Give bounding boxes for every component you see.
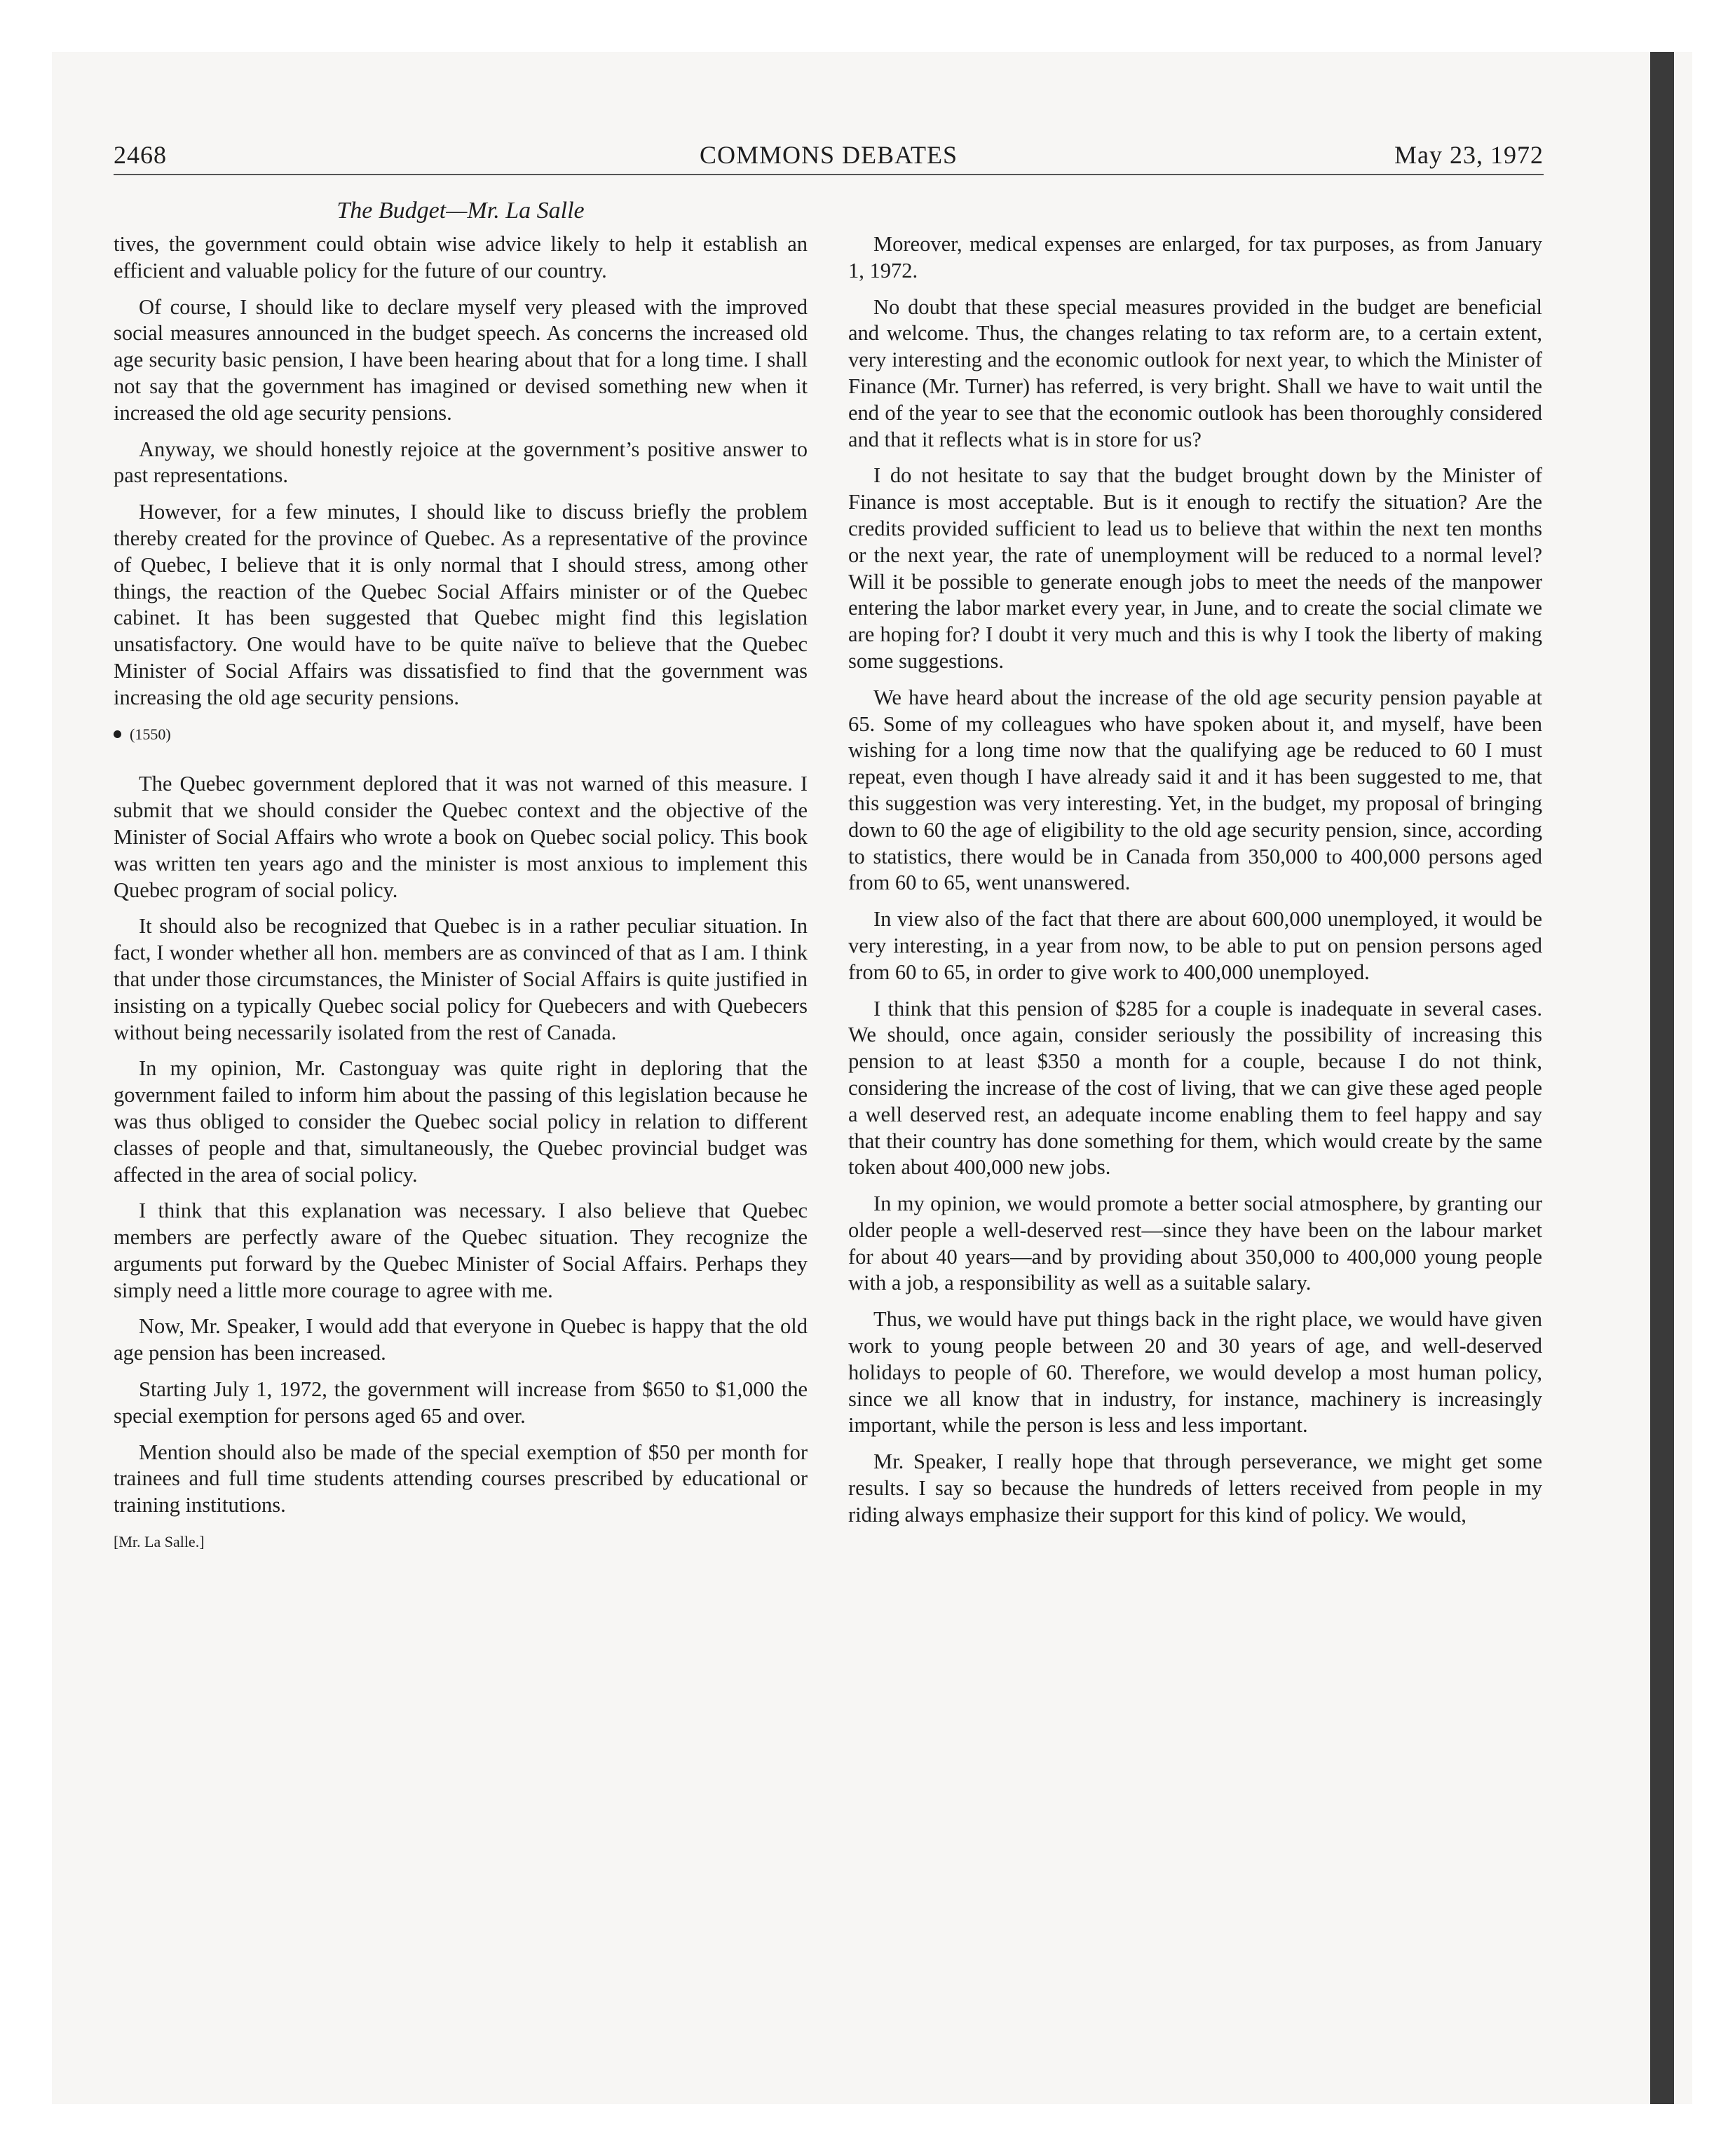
speaker-note: [Mr. La Salle.] <box>114 1533 205 1551</box>
left-column <box>114 231 808 1555</box>
paragraph: Of course, I should like to declare myself very pleased with the improved social measures announced in the budget speech. As concerns the increased old age security basic pension, I have been hearing about that for a long time. I shall not say that the government has imagined or devised something new when it increased the old age security pensions. <box>114 294 808 425</box>
page-header <box>114 140 1544 175</box>
right-column <box>848 231 1542 1538</box>
scan-edge-shadow <box>1650 52 1674 2104</box>
paragraph: Thus, we would have put things back in the right place, we would have given work to young people between 20 and 30 years of age, and well-deserved holidays to people of 60. Therefore, we would develop a most human policy, since we all know that in industry, for instance, machinery is increasingly important, while the person is less and less important. <box>848 1307 1542 1438</box>
paragraph: It should also be recognized that Quebec is in a rather peculiar situation. In fact, I wonder whether all hon. members are as convinced of that as I am. I think that under those circumstances, the Minister of Social Affairs is quite justified in insisting on a typically Quebec social policy for Quebecers and with Quebecers without being necessarily isolated from the rest of Canada. <box>114 914 808 1044</box>
paragraph: Starting July 1, 1972, the government will increase from $650 to $1,000 the special exemption for persons aged 65 and over. <box>114 1377 808 1428</box>
bullet-icon <box>114 730 121 738</box>
paragraph: Anyway, we should honestly rejoice at the government’s positive answer to past representations. <box>114 437 808 488</box>
paragraph: I think that this pension of $285 for a couple is inadequate in several cases. We should, once again, consider seriously the possibility of increasing this pension to at least $350 a month for a couple, because I do not think, considering the increase of the cost of living, that we can give these aged people a well deserved rest, an adequate income enabling them to feel happy and say that their country has done something for them, which would create by the same token about 400,000 new jobs. <box>848 996 1542 1180</box>
page-number: 2468 <box>114 141 167 169</box>
paragraph: Now, Mr. Speaker, I would add that everyone in Quebec is happy that the old age pension has been increased. <box>114 1314 808 1365</box>
paragraph: We have heard about the increase of the old age security pension payable at 65. Some of my colleagues who have spoken about it, and myself, have been wishing for a long time now that the qualifying age be reduced to 60 I must repeat, even though I have already said it and it has been suggested to me, that this suggestion was very interesting. Yet, in the budget, my proposal of bringing down to 60 the age of eligibility to the old age security pension, since, according to statistics, there would be in Canada from 350,000 to 400,000 persons aged from 60 to 65, went unanswered. <box>848 685 1542 895</box>
paragraph: In my opinion, Mr. Castonguay was quite right in deploring that the government failed to inform him about the passing of this legislation because he was thus obliged to consider the Quebec social policy in relation to different classes of people and that, simultaneously, the Quebec provincial budget was affected in the area of social policy. <box>114 1056 808 1187</box>
paragraph: I do not hesitate to say that the budget brought down by the Minister of Finance is most acceptable. But is it enough to rectify the situation? Are the credits provided sufficient to lead us to believe that within the next ten months or the next year, the rate of unemployment will be reduced to a normal level? Will it be possible to generate enough jobs to meet the needs of the manpower entering the labor market every year, in June, and to create the social climate we are hoping for? I doubt it very much and this is why I took the liberty of making some suggestions. <box>848 463 1542 673</box>
publication-title: COMMONS DEBATES <box>699 141 958 169</box>
paragraph: tives, the government could obtain wise advice likely to help it establish an efficient and valuable policy for the future of our country. <box>114 232 808 282</box>
paragraph: However, for a few minutes, I should like to discuss briefly the problem thereby created for the province of Quebec. As a representative of the province of Quebec, I believe that it is only normal that I should stress, among other things, the reaction of the Quebec Social Affairs minister or of the Quebec cabinet. It has been suggested that Quebec might find this legislation unsatisfactory. One would have to be quite naïve to believe that the Quebec Minister of Social Affairs was dissatisfied to find that the government was increasing the old age security pensions. <box>114 500 808 709</box>
paragraph: In view also of the fact that there are about 600,000 unemployed, it would be very interesting, in a year from now, to be able to put on pension persons aged from 60 to 65, in order to give work to 400,000 unemployed. <box>848 907 1542 984</box>
paragraph: Mention should also be made of the special exemption of $50 per month for trainees and full time students attending courses prescribed by educational or training institutions. <box>114 1440 808 1517</box>
publication-date: May 23, 1972 <box>1394 141 1544 169</box>
paragraph: In my opinion, we would promote a better social atmosphere, by granting our older people a well-deserved rest—since they have been on the labour market for about 40 years—and by providing about 350,000 to 400,000 young people with a job, a responsibility as well as a suitable salary. <box>848 1192 1542 1295</box>
paragraph: No doubt that these special measures provided in the budget are beneficial and welcome. Thus, the changes relating to tax reform are, to a certain extent, very interesting and the economic outlook for next year, to which the Minister of Finance (Mr. Turner) has referred, is very bright. Shall we have to wait until the end of the year to see that the economic outlook has been thoroughly considered and that it reflects what is in store for us? <box>848 294 1542 451</box>
paragraph: I think that this explanation was necessary. I also believe that Quebec members are perfectly aware of the Quebec situation. They recognize the arguments put forward by the Quebec Minister of Social Affairs. Perhaps they simply need a little more courage to agree with me. <box>114 1199 808 1302</box>
running-head: The Budget—Mr. La Salle <box>336 198 585 224</box>
paragraph: Mr. Speaker, I really hope that through perseverance, we might get some results. I say so because the hundreds of letters received from people in my riding always emphasize their support for this kind of policy. We would, <box>848 1449 1542 1527</box>
paragraph: Moreover, medical expenses are enlarged, for tax purposes, as from January 1, 1972. <box>848 232 1542 282</box>
paragraph: The Quebec government deplored that it was not warned of this measure. I submit that we should consider the Quebec context and the objective of the Minister of Social Affairs who wrote a book on Quebec social policy. This book was written ten years ago and the minister is most anxious to implement this Quebec program of social policy. <box>114 772 808 902</box>
time-marker <box>114 721 808 748</box>
time-marker-label: (1550) <box>130 725 171 743</box>
